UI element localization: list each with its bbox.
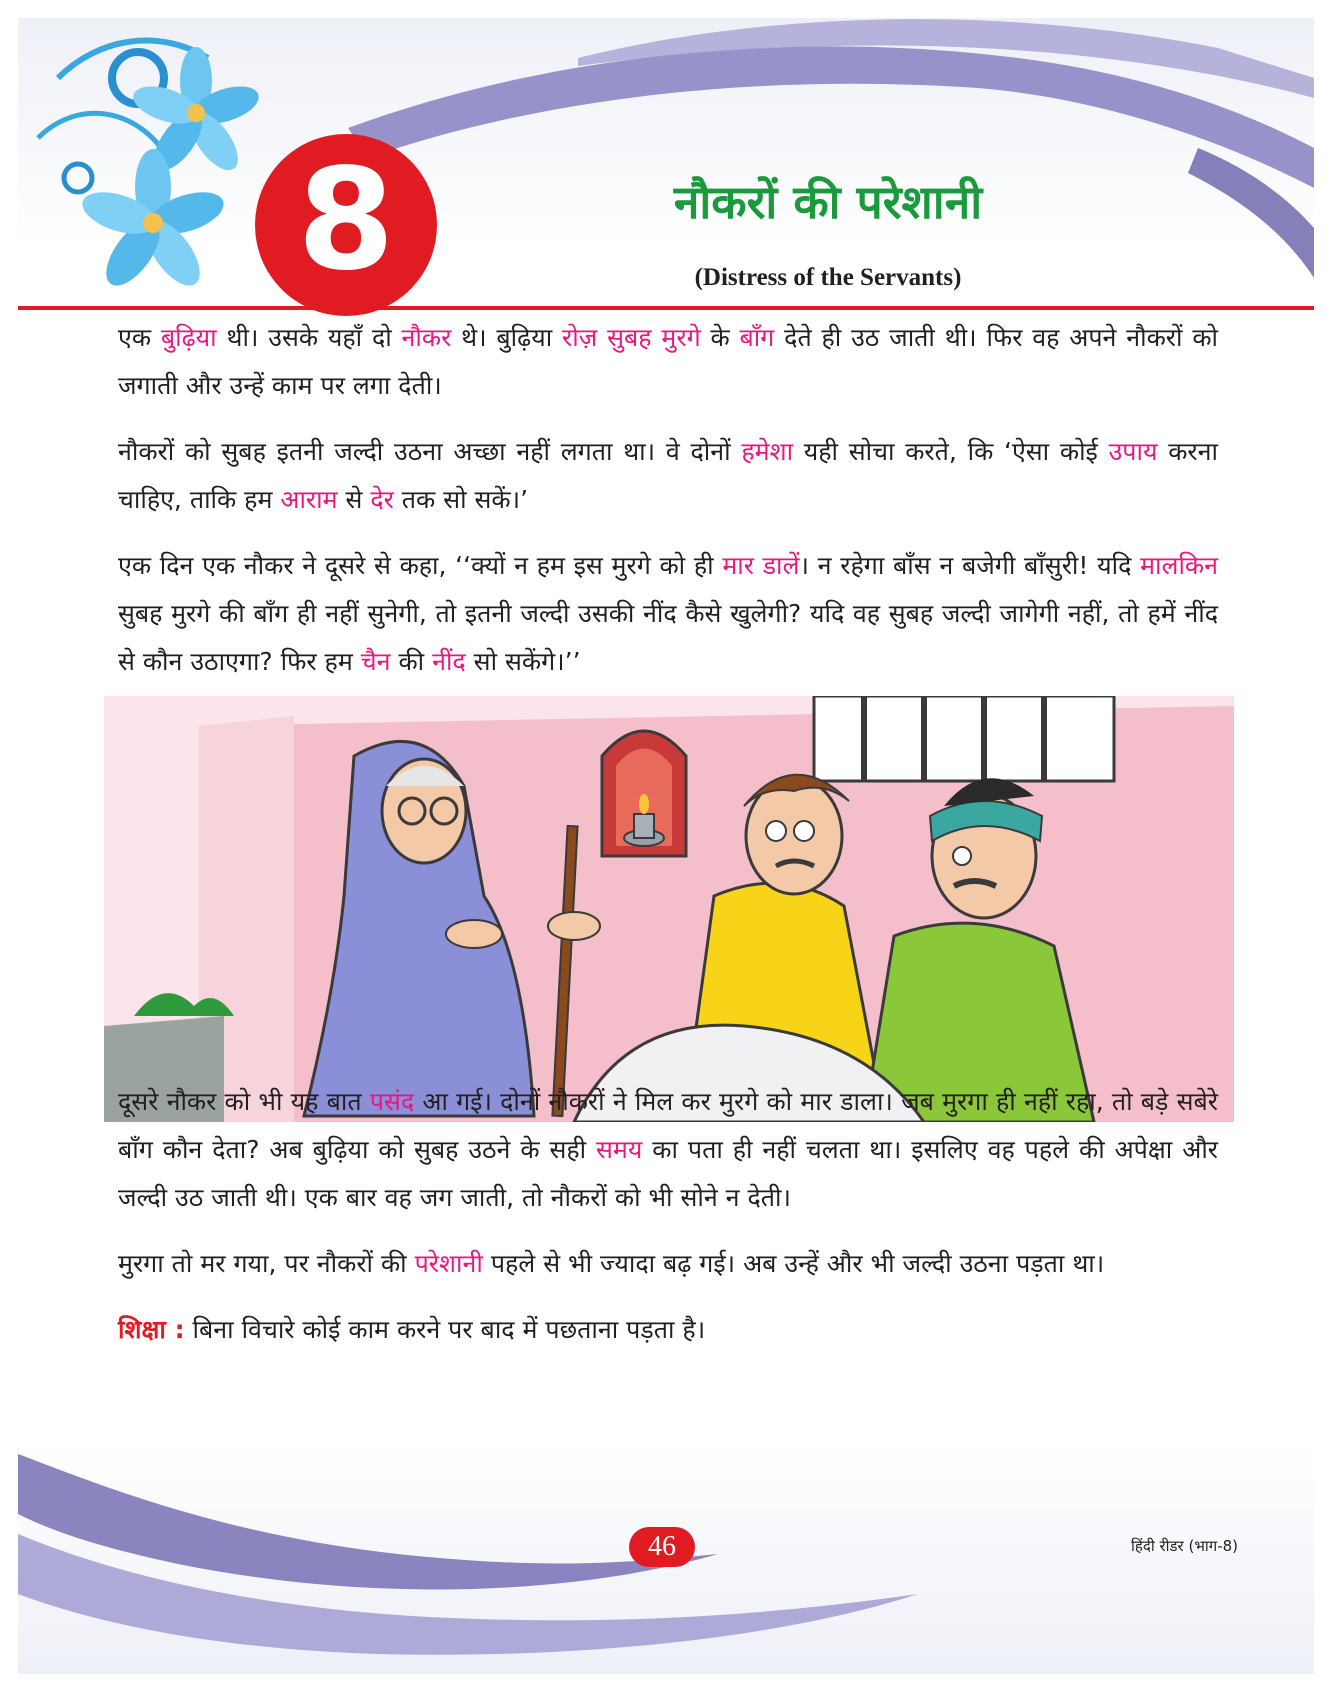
flower-decoration-icon — [38, 41, 263, 295]
text-run: सुबह मुरगे की बाँग ही नहीं सुनेगी, तो इतनी जल्दी उसकी नींद कैसे खुलेगी? यदि वह सुबह जल्दी जागेगी नहीं, तो हमें नींद से कौन उठाएगा? फिर हम — [118, 599, 1218, 676]
page-number: 46 — [648, 1531, 676, 1562]
page — [18, 18, 1314, 1674]
moral-text: बिना विचारे कोई काम करने पर बाद में पछताना पड़ता है। — [184, 1315, 706, 1344]
header-divider — [18, 306, 1314, 310]
text-run: का पता ही नहीं चलता था। इसलिए वह पहले की अपेक्षा और जल्दी उठ जाती थी। एक बार वह जग जाती, तो नौकरों को भी सोने न देती। — [118, 1135, 1218, 1212]
page-subtitle: (Distress of the Servants) — [694, 264, 962, 291]
highlighted-word: नींद — [432, 647, 466, 676]
text-run: से — [337, 485, 371, 514]
page-number-badge — [629, 1527, 695, 1567]
story-text-bottom — [118, 1078, 1218, 1372]
text-run: दूसरे नौकर को भी यह बात — [118, 1087, 370, 1116]
highlighted-word: हमेशा — [741, 437, 794, 466]
highlighted-word: बुढ़िया — [160, 323, 217, 352]
highlighted-word: देर — [370, 485, 394, 514]
text-run: पहले से भी ज्यादा बढ़ गई। अब उन्हें और भी जल्दी उठना पड़ता था। — [482, 1249, 1105, 1278]
text-run: तक सो सकें।’ — [393, 485, 529, 514]
highlighted-word: उपाय — [1108, 437, 1158, 466]
chapter-number: 8 — [297, 139, 395, 302]
highlighted-word: आराम — [280, 485, 338, 514]
highlighted-word: रोज़ सुबह मुरगे — [562, 323, 701, 352]
chapter-number-badge — [255, 134, 437, 316]
highlighted-word: मालकिन — [1140, 551, 1219, 580]
highlighted-word: नौकर — [401, 323, 452, 352]
story-paragraph — [118, 1240, 1218, 1288]
book-title: हिंदी रीडर (भाग-8) — [1131, 1537, 1238, 1555]
story-paragraph — [118, 428, 1218, 524]
story-illustration — [104, 696, 1234, 1122]
highlighted-word: समय — [596, 1135, 643, 1164]
text-run: एक — [118, 323, 161, 352]
story-paragraph — [118, 314, 1218, 410]
text-run: के — [700, 323, 740, 352]
story-paragraph — [118, 542, 1218, 686]
story-paragraph — [118, 1078, 1218, 1222]
highlighted-word: बाँग — [739, 323, 775, 352]
moral-line — [118, 1306, 1218, 1354]
oil-lamp-niche — [602, 731, 686, 856]
window-bars — [814, 696, 1114, 781]
text-run: यही सोचा करते, कि ‘ऐसा कोई — [793, 437, 1109, 466]
text-run: थे। बुढ़िया — [451, 323, 563, 352]
text-run: आ गई। दोनों नौकरों ने मिल कर मुरगे को मार डाला। जब मुरगा ही नहीं रहा, तो बड़े सबेरे बाँग कौन देता? अब बुढ़िया को सुबह उठने के सही — [118, 1087, 1218, 1164]
text-run: । न रहेगा बाँस न बजेगी बाँसुरी! यदि — [799, 551, 1141, 580]
highlighted-word: परेशानी — [414, 1249, 483, 1278]
highlighted-word: चैन — [360, 647, 391, 676]
text-run: एक दिन एक नौकर ने दूसरे से कहा, ‘‘क्यों न हम इस मुरगे को ही — [118, 551, 723, 580]
text-run: थी। उसके यहाँ दो — [216, 323, 402, 352]
moral-label: शिक्षा : — [118, 1315, 185, 1344]
story-text-top — [118, 314, 1218, 704]
highlighted-word: पसंद — [369, 1087, 415, 1116]
highlighted-word: मार डालें — [722, 551, 800, 580]
page-title: नौकरों की परेशानी — [673, 175, 983, 229]
text-run: मुरगा तो मर गया, पर नौकरों की — [118, 1249, 415, 1278]
text-run: देते ही उठ जाती थी। फिर वह अपने नौकरों को जगाती और उन्हें काम पर लगा देती। — [118, 323, 1219, 400]
text-run: नौकरों को सुबह इतनी जल्दी उठना अच्छा नहीं लगता था। वे दोनों — [118, 437, 742, 466]
text-run: सो सकेंगे।’’ — [465, 647, 581, 676]
text-run: की — [390, 647, 433, 676]
text-run: करना चाहिए, ताकि हम — [118, 437, 1218, 514]
